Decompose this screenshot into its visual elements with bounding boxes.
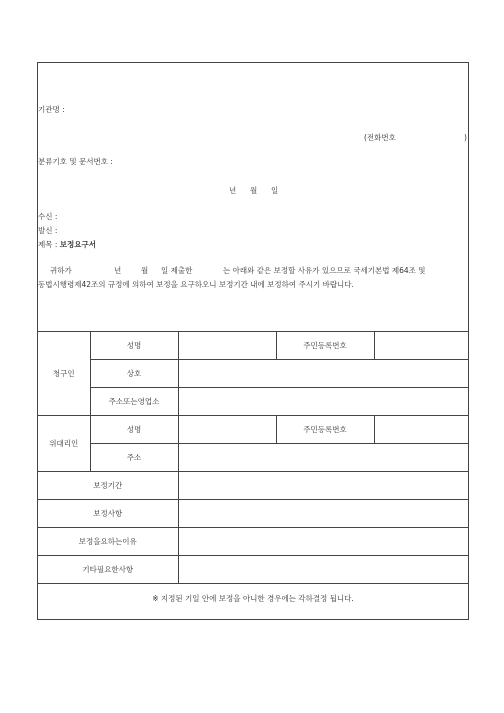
table-row (38, 500, 468, 528)
claimant-address-value (178, 388, 468, 416)
phone-close: ) (464, 133, 467, 142)
claimant-header: 청구인 (38, 332, 90, 416)
claimant-id-label: 주민등록번호 (276, 332, 374, 360)
body-paragraph (38, 264, 460, 292)
claimant-business-value (178, 360, 468, 388)
agent-header: 위대리인 (38, 416, 90, 472)
claimant-name-label: 성명 (90, 332, 178, 360)
claimant-name-value (178, 332, 276, 360)
body-p1: 귀하가 (50, 266, 72, 275)
table-row (38, 584, 468, 613)
claimant-address-label: 주소또는영업소 (90, 388, 178, 416)
agent-id-value (374, 416, 468, 444)
footnote: ※ 지정된 기일 안에 보정을 아니한 경우에는 각하결정 됩니다. (38, 584, 468, 613)
claimant-id-value (374, 332, 468, 360)
table-row (38, 444, 468, 472)
other-matters-label: 기타필요한사항 (38, 556, 178, 584)
recipient-label: 수신 : (38, 212, 58, 221)
agency-label: 기관명 : (38, 105, 65, 114)
body-p5: 는 아래와 같은 보정할 사유가 있으므로 국세기본법 제64조 및 (223, 266, 426, 275)
agent-id-label: 주민등록번호 (276, 416, 374, 444)
table-row (38, 472, 468, 500)
other-matters-value (178, 556, 468, 584)
phone-label: (전화번호 (364, 133, 396, 142)
body-line-1 (50, 264, 460, 278)
correction-table (38, 331, 468, 613)
date-month: 월 (250, 186, 258, 195)
agent-name-value (178, 416, 276, 444)
table-row (38, 332, 468, 360)
agent-address-value (178, 444, 468, 472)
table-row (38, 528, 468, 556)
form-frame (37, 62, 469, 620)
body-line-2: 동법시행령제42조의 규정에 의하여 보정을 요구하오니 보정기간 내에 보정하여 주시기 바랍니다. (38, 280, 354, 289)
table-row (38, 416, 468, 444)
agent-address-label: 주소 (90, 444, 178, 472)
date-day: 일 (271, 186, 279, 195)
table-row (38, 556, 468, 584)
date-year: 년 (229, 186, 237, 195)
agent-name-label: 성명 (90, 416, 178, 444)
table-row (38, 388, 468, 416)
correction-period-value (178, 472, 468, 500)
body-p3: 월 (141, 266, 149, 275)
subject-prefix: 제목 : (38, 240, 58, 249)
subject-title: 보정요구서 (59, 240, 97, 249)
doc-number-label: 분류기호 및 문서번호 : (38, 157, 113, 166)
correction-matters-label: 보정사항 (38, 500, 178, 528)
correction-reason-value (178, 528, 468, 556)
correction-reason-label: 보정을요하는이유 (38, 528, 178, 556)
claimant-business-label: 상호 (90, 360, 178, 388)
body-p2: 년 (114, 266, 122, 275)
subject-line (38, 240, 96, 250)
correction-matters-value (178, 500, 468, 528)
table-row (38, 360, 468, 388)
correction-period-label: 보정기간 (38, 472, 178, 500)
sender-label: 발신 : (38, 226, 58, 235)
body-p4: 일 제출한 (161, 266, 193, 275)
